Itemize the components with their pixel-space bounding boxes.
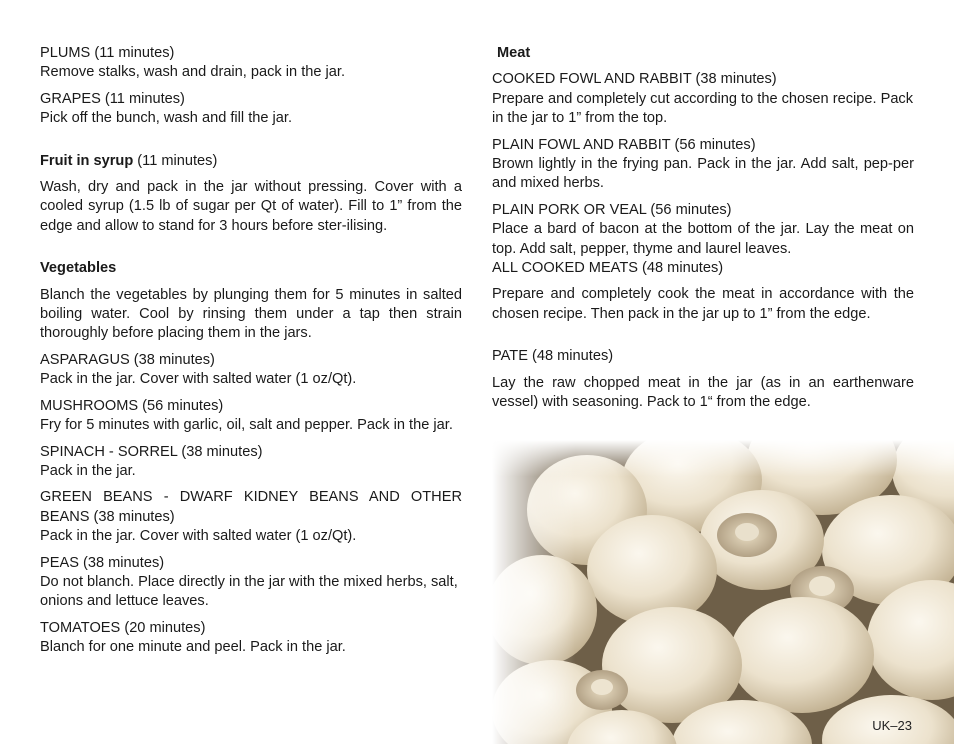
entry-title: TOMATOES (20 minutes) — [40, 619, 206, 636]
entry-title: ASPARAGUS (38 minutes) — [40, 351, 215, 368]
entry-title: GREEN BEANS - DWARF KIDNEY BEANS AND OTHER BEANS (38 minutes) — [40, 489, 462, 525]
entry-body: Remove stalks, wash and drain, pack in the jar. — [40, 64, 346, 81]
mushrooms-photo — [492, 440, 954, 744]
right-column — [492, 44, 914, 420]
entry-body: Prepare and completely cut according to the chosen recipe. Pack in the jar to 1” from the top. — [492, 90, 914, 127]
entry-title: PEAS (38 minutes) — [40, 554, 165, 571]
entry-body: Pick off the bunch, wash and fill the jar. — [40, 110, 293, 127]
entry-title: SPINACH - SORREL (38 minutes) — [40, 443, 263, 460]
entry-body: Fry for 5 minutes with garlic, oil, salt and pepper. Pack in the jar. — [40, 417, 453, 434]
meat-heading: Meat — [497, 45, 531, 61]
entry-plain-fowl — [492, 136, 914, 194]
entry-body: Pack in the jar. — [40, 462, 136, 479]
entry-body: Pack in the jar. Cover with salted water (1 oz/Qt). — [40, 528, 357, 545]
fruit-in-syrup-heading: Fruit in syrup (11 minutes) — [40, 152, 218, 169]
page-number: UK–23 — [872, 718, 912, 733]
entry-body: Place a bard of bacon at the bottom of the jar. Lay the meat on top. Add salt, pepper, thyme and laurel leaves. — [492, 221, 914, 257]
entry-cooked-fowl — [492, 70, 914, 128]
entry-title: ALL COOKED MEATS (48 minutes) — [492, 260, 724, 277]
entry-spinach — [40, 443, 462, 482]
entry-body: Blanch for one minute and peel. Pack in the jar. — [40, 639, 346, 656]
entry-all-cooked — [492, 259, 914, 324]
entry-title: MUSHROOMS (56 minutes) — [40, 397, 224, 414]
entry-title: PLAIN PORK OR VEAL (56 minutes) — [492, 201, 732, 218]
entry-body: Prepare and completely cook the meat in accordance with the chosen recipe. Then pack in the jar up to 1” from the edge. — [492, 286, 914, 322]
fruit-in-syrup-body: Wash, dry and pack in the jar without pressing. Cover with a cooled syrup (1.5 lb of sugar per Qt of water). Fill to 1” from the edge and allow to stand for 3 hours before ster-ilising. — [40, 179, 462, 234]
entry-title: PLAIN FOWL AND RABBIT (56 minutes) — [492, 136, 756, 153]
entry-peas — [40, 554, 462, 612]
entry-tomatoes — [40, 619, 462, 658]
entry-body: Lay the raw chopped meat in the jar (as in an earthenware vessel) with seasoning. Pack to 1“ from the edge. — [492, 374, 914, 411]
entry-title: COOKED FOWL AND RABBIT (38 minutes) — [492, 71, 777, 88]
entry-green-beans — [40, 488, 462, 546]
vegetables-body: Blanch the vegetables by plunging them for 5 minutes in salted boiling water. Cool by rinsing them under a tap then strain thoroughly before placing them in the jars. — [40, 286, 462, 342]
entry-pate — [492, 347, 914, 412]
entry-asparagus — [40, 351, 462, 390]
entry-plain-pork — [492, 201, 914, 259]
entry-plums — [40, 44, 462, 83]
left-column — [40, 44, 462, 665]
entry-mushrooms — [40, 397, 462, 436]
entry-title: GRAPES (11 minutes) — [40, 90, 185, 107]
entry-body: Do not blanch. Place directly in the jar with the mixed herbs, salt, onions and lettuce leaves. — [40, 573, 458, 610]
vegetables-heading: Vegetables — [40, 260, 117, 277]
entry-body: Pack in the jar. Cover with salted water (1 oz/Qt). — [40, 371, 357, 388]
entry-title: PATE (48 minutes) — [492, 348, 614, 365]
entry-title: PLUMS (11 minutes) — [40, 45, 175, 61]
entry-body: Brown lightly in the frying pan. Pack in the jar. Add salt, pep-per and mixed herbs. — [492, 156, 914, 192]
entry-grapes — [40, 90, 462, 129]
